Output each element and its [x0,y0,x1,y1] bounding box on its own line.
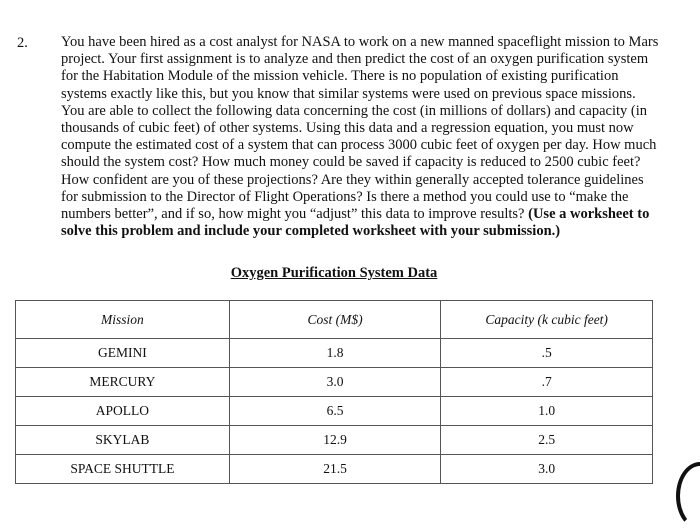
cell-mission: SKYLAB [16,426,230,455]
table-row [16,368,653,397]
cell-capacity: 3.0 [441,455,653,484]
problem-body-text: You have been hired as a cost analyst for NASA to work on a new manned spaceflight mission to Mars project. Your first assignment is to analyze and then predict the cost of an oxygen purification system for the Habitation Module of the mission vehicle. There is no population of existing purification systems exactly like this, but you know that similar systems were used on previous space missions. You are able to collect the following data concerning the cost (in millions of dollars) and capacity (in thousands of cubic feet) of other systems. Using this data and a regression equation, you must now compute the estimated cost of a system that can process 3000 cubic feet of oxygen per day. How much should the system cost? How much money could be saved if capacity is reduced to 2500 cubic feet? How confident are you of these projections? Are they within generally accepted tolerance guidelines for submission to the Director of Flight Operations? Is there a method you could use to “make the numbers better”, and if so, how might you “adjust” this data to improve results? [61,34,659,223]
cell-capacity: .7 [441,368,653,397]
header-mission: Mission [16,301,230,339]
cell-mission: MERCURY [16,368,230,397]
problem-statement [61,34,661,240]
cell-cost: 21.5 [229,455,441,484]
cell-mission: APOLLO [16,397,230,426]
cell-cost: 3.0 [229,368,441,397]
cell-cost: 1.8 [229,339,441,368]
oxygen-purification-table [15,300,653,484]
header-capacity: Capacity (k cubic feet) [441,301,653,339]
problem-number: 2. [17,35,28,51]
cell-cost: 12.9 [229,426,441,455]
cell-capacity: .5 [441,339,653,368]
header-cost: Cost (M$) [229,301,441,339]
edge-curve-mark [676,462,700,530]
problem-instruction-text: (Use a worksheet to solve this problem and include your completed worksheet with your submission.) [61,206,650,240]
cell-mission: GEMINI [16,339,230,368]
table-row [16,397,653,426]
table-row [16,339,653,368]
table-row [16,455,653,484]
table-title: Oxygen Purification System Data [230,265,438,281]
cell-capacity: 2.5 [441,426,653,455]
cell-cost: 6.5 [229,397,441,426]
cell-mission: SPACE SHUTTLE [16,455,230,484]
table-header-row [16,301,653,339]
table-row [16,426,653,455]
cell-capacity: 1.0 [441,397,653,426]
